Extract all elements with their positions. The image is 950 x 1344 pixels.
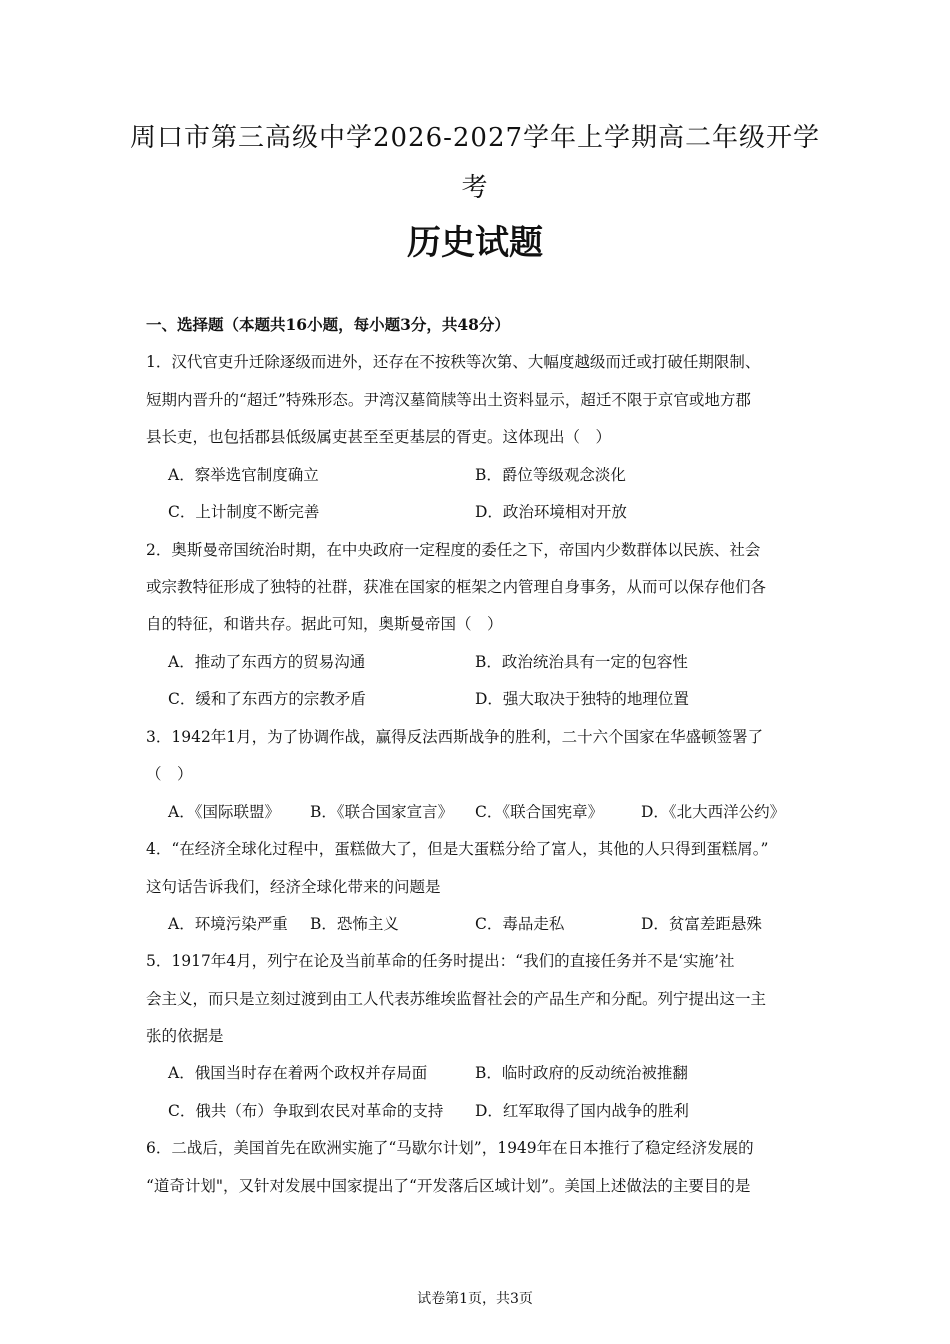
question-3-option-b: B．《联合国家宣言》 <box>310 803 454 821</box>
subject-title: 历史试题 <box>407 223 543 263</box>
question-5-option-c: C．俄共（布）争取到农民对革命的支持 <box>168 1102 444 1120</box>
question-3-line-2: （ ） <box>146 765 193 783</box>
question-4-option-b: B．恐怖主义 <box>310 915 399 933</box>
question-1-line-3: 县长吏，也包括郡县低级属吏甚至至更基层的胥吏。这体现出（ ） <box>146 428 612 446</box>
section-heading: 一、选择题（本题共16小题，每小题3分，共48分） <box>146 315 510 334</box>
question-5-option-b: B．临时政府的反动统治被推翻 <box>475 1064 688 1082</box>
question-4-line-2: 这句话告诉我们，经济全球化带来的问题是 <box>146 878 441 896</box>
question-2-line-2: 或宗教特征形成了独特的社群，获准在国家的框架之内管理自身事务，从而可以保存他们各 <box>146 578 767 596</box>
question-6-line-1: 6．二战后，美国首先在欧洲实施了“马歇尔计划”，1949年在日本推行了稳定经济发展的 <box>146 1139 754 1157</box>
question-5-line-3: 张的依据是 <box>146 1027 224 1045</box>
question-5-line-2: 会主义，而只是立刻过渡到由工人代表苏维埃监督社会的产品生产和分配。列宁提出这一主 <box>146 990 767 1008</box>
question-3-line-1: 3．1942年1月，为了协调作战，赢得反法西斯战争的胜利，二十六个国家在华盛顿签署了 <box>146 728 764 746</box>
question-2-option-b: B．政治统治具有一定的包容性 <box>475 653 688 671</box>
question-4-option-a: A．环境污染严重 <box>168 915 288 933</box>
question-1-option-b: B．爵位等级观念淡化 <box>475 466 626 484</box>
page-footer: 试卷第1页，共3页 <box>417 1291 533 1307</box>
question-2-option-c: C．缓和了东西方的宗教矛盾 <box>168 690 366 708</box>
question-1-option-d: D．政治环境相对开放 <box>475 503 627 521</box>
question-3-option-a: A．《国际联盟》 <box>168 803 280 821</box>
question-3-option-d: D．《北大西洋公约》 <box>641 803 786 821</box>
question-2-option-a: A．推动了东西方的贸易沟通 <box>168 653 366 671</box>
exam-title-line-2: 考 <box>461 173 489 203</box>
question-3-option-c: C．《联合国宪章》 <box>475 803 604 821</box>
question-1-line-2: 短期内晋升的“超迁”特殊形态。尹湾汉墓简牍等出土资料显示，超迁不限于京官或地方郡 <box>146 391 751 409</box>
question-4-line-1: 4．“在经济全球化过程中，蛋糕做大了，但是大蛋糕分给了富人，其他的人只得到蛋糕屑。” <box>146 840 769 858</box>
question-4-option-d: D．贫富差距悬殊 <box>641 915 762 933</box>
question-2-line-3: 自的特征，和谐共存。据此可知，奥斯曼帝国（ ） <box>146 615 503 633</box>
exam-title-line-1: 周口市第三高级中学2026-2027学年上学期高二年级开学 <box>129 123 821 153</box>
question-1-option-c: C．上计制度不断完善 <box>168 503 320 521</box>
question-4-option-c: C．毒品走私 <box>475 915 565 933</box>
question-5-option-d: D．红军取得了国内战争的胜利 <box>475 1102 689 1120</box>
question-6-line-2: “道奇计划"，又针对发展中国家提出了“开发落后区域计划”。美国上述做法的主要目的是 <box>146 1177 751 1195</box>
question-5-line-1: 5．1917年4月，列宁在论及当前革命的任务时提出：“我们的直接任务并不是‘实施’社 <box>146 952 735 970</box>
question-1-line-1: 1．汉代官吏升迁除逐级而进外，还存在不按秩等次第、大幅度越级而迁或打破任期限制、 <box>146 353 761 371</box>
question-2-line-1: 2．奥斯曼帝国统治时期，在中央政府一定程度的委任之下，帝国内少数群体以民族、社会 <box>146 541 761 559</box>
question-1-option-a: A．察举选官制度确立 <box>168 466 319 484</box>
question-2-option-d: D．强大取决于独特的地理位置 <box>475 690 689 708</box>
question-5-option-a: A．俄国当时存在着两个政权并存局面 <box>168 1064 428 1082</box>
